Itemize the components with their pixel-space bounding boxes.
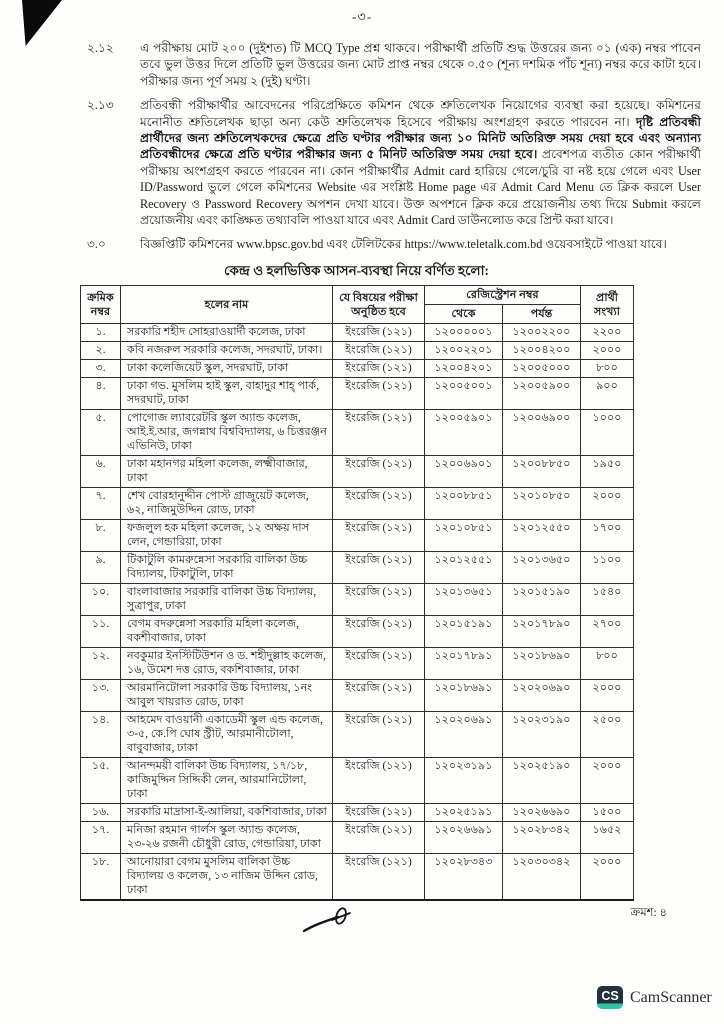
registration-to-cell: ১২০৩০৩৪২ [503, 854, 581, 901]
serial-cell: ৫. [81, 410, 121, 456]
continued-note: ক্রমশ: ৪ [630, 907, 667, 920]
registration-to-cell: ১২০১২৫৫০ [503, 520, 581, 552]
registration-from-cell: ১২০০২২০১ [425, 342, 503, 360]
serial-cell: ১৪. [81, 712, 121, 758]
subject-cell: ইংরেজি (১২১) [333, 552, 425, 584]
table-row [81, 616, 634, 648]
seating-table-title: কেন্দ্র ও হলভিত্তিক আসন-ব্যবস্থা নিয়ে বর্ণিত হলো: [223, 262, 490, 278]
registration-to-cell: ১২০২৫১৯০ [503, 758, 581, 804]
subject-cell: ইংরেজি (১২১) [333, 804, 425, 822]
serial-cell: ১৬. [81, 804, 121, 822]
registration-from-cell: ১২০০৫০০১ [425, 378, 503, 410]
column-header-registration: রেজিস্ট্রেশন নম্বর [425, 286, 581, 305]
registration-to-cell: ১২০০৬৯০০ [503, 410, 581, 456]
registration-from-cell: ১২০০৬৯০১ [425, 456, 503, 488]
hall-name-cell: আনোয়ারা বেগম মুসলিম বালিকা উচ্চ বিদ্যালয় ও কলেজ, ১৩ নাজিম উদ্দিন রোড, ঢাকা [121, 854, 333, 901]
subject-cell: ইংরেজি (১২১) [333, 680, 425, 712]
table-row [81, 804, 634, 822]
subject-cell: ইংরেজি (১২১) [333, 324, 425, 342]
serial-cell: ৯. [81, 552, 121, 584]
registration-to-cell: ১২০০৫০০০ [503, 360, 581, 378]
signature-squiggle [302, 904, 366, 938]
section-text [140, 236, 701, 252]
registration-from-cell: ১২০১৫১৯১ [425, 616, 503, 648]
table-row [81, 854, 634, 901]
candidate-count-cell: ১৫০০ [581, 804, 634, 822]
column-header-count: প্রার্থী সংখ্যা [581, 286, 634, 324]
candidate-count-cell: ১৯৫০ [581, 456, 634, 488]
registration-from-cell: ১২০১৩৬৫১ [425, 584, 503, 616]
candidate-count-cell: ২০০০ [581, 758, 634, 804]
subject-cell: ইংরেজি (১২১) [333, 456, 425, 488]
registration-from-cell: ১২০১২৫৫১ [425, 552, 503, 584]
paragraph-segment: প্রতিবন্ধী পরীক্ষার্থীর আবেদনের পরিপ্রেক্ষিতে কমিশন থেকে শ্রুতিলেখক নিয়োগের ব্যবস্থা করা হয়েছে। কমিশনের মনোনীত শ্রুতিলেখক ছাড়া অন্য কেউ শ্রুতিলেখক হিসেবে পরীক্ষায় অংশগ্রহণ করতে পারবেন না। [140, 98, 701, 129]
subject-cell: ইংরেজি (১২১) [333, 378, 425, 410]
candidate-count-cell: ৯০০ [581, 378, 634, 410]
registration-to-cell: ১২০১৭৮৯০ [503, 616, 581, 648]
candidate-count-cell: ১৬৫২ [581, 822, 634, 854]
hall-name-cell: শেখ বোরহানুদ্দীন পোস্ট গ্রাজুয়েট কলেজ, ৬২, নাজিমুউদ্দিন রোড, ঢাকা [121, 488, 333, 520]
camscanner-logo [597, 986, 712, 1009]
hall-name-cell: ঢাকা মহানগর মহিলা কলেজ, লক্ষ্মীবাজার, ঢাকা [121, 456, 333, 488]
hall-name-cell: ঢাকা কলেজিয়েট স্কুল, সদরঘাট, ঢাকা [121, 360, 333, 378]
serial-cell: ১০. [81, 584, 121, 616]
hall-name-cell: বাংলাবাজার সরকারি বালিকা উচ্চ বিদ্যালয়, সুত্রাপুর, ঢাকা [121, 584, 333, 616]
subject-cell: ইংরেজি (১২১) [333, 342, 425, 360]
registration-to-cell: ১২০২৩১৯০ [503, 712, 581, 758]
hall-name-cell: কবি নজরুল সরকারি কলেজ, সদরঘাট, ঢাকা। [121, 342, 333, 360]
candidate-count-cell: ২০০০ [581, 342, 634, 360]
registration-to-cell: ১২০২৬৬৯০ [503, 804, 581, 822]
registration-from-cell: ১২০২৩১৯১ [425, 758, 503, 804]
paragraph-bold-segment: দৃষ্টি প্রতিবন্ধী প্রার্থীদের জন্য শ্রুতিলেখকদের ক্ষেত্রে প্রতি ঘণ্টার পরীক্ষার জন্য ১০ মিনিট অতিরিক্ত সময় দেয়া হবে এবং অন্যান্য প্রতিবন্ধীদের ক্ষেত্রে প্রতি ঘণ্টার পরীক্ষার জন্য ৫ মিনিট অতিরিক্ত সময় দেয়া হবে। [140, 114, 701, 162]
candidate-count-cell: ২৭০০ [581, 616, 634, 648]
column-header-to: পর্যন্ত [503, 305, 581, 324]
table-row [81, 410, 634, 456]
subject-cell: ইংরেজি (১২১) [333, 616, 425, 648]
column-header-subject: যে বিষয়ের পরীক্ষা অনুষ্ঠিত হবে [333, 286, 425, 324]
table-row [81, 680, 634, 712]
paragraph-segment: প্রবেশপত্র ব্যতীত কোন পরীক্ষার্থী পরীক্ষায় অংশগ্রহণ করতে পারবেন না। কোন পরীক্ষার্থীর Admit card হারিয়ে গেলে/চুরি বা নষ্ট হয়ে গেলে এবং User ID/Password ভুলে গেলে কমিশনের Website এর সংশ্লিষ্ট Home page এর Admit Card Menu তে ক্লিক করলে User Recovery ও Password Recovery অপশন দেখা যাবে। উক্ত অপশনে ক্লিক করে প্রয়োজনীয় তথ্য দিয়ে Submit করলে প্রয়োজনীয় এবং কাঙ্ক্ষিত তথ্যাবলি পাওয়া যাবে এবং Admit Card ডাউনলোড করে প্রিন্ট করা যাবে। [140, 147, 701, 228]
seating-table-body [81, 324, 634, 901]
registration-from-cell: ১২০১৭৮৯১ [425, 648, 503, 680]
subject-cell: ইংরেজি (১২১) [333, 360, 425, 378]
column-header-from: থেকে [425, 305, 503, 324]
registration-to-cell: ১২০২০৬৯০ [503, 680, 581, 712]
registration-to-cell: ১২০০৮৮৫০ [503, 456, 581, 488]
registration-to-cell: ১২০১৩৬৫০ [503, 552, 581, 584]
section-number: ২.১২ [87, 41, 114, 55]
registration-from-cell: ১২০২৬৬৯১ [425, 822, 503, 854]
registration-to-cell: ১২০০৪২০০ [503, 342, 581, 360]
serial-cell: ১৫. [81, 758, 121, 804]
candidate-count-cell: ২২০০ [581, 324, 634, 342]
subject-cell: ইংরেজি (১২১) [333, 648, 425, 680]
registration-to-cell: ১২০১০৮৫০ [503, 488, 581, 520]
section-3-0 [87, 236, 701, 252]
serial-cell: ১২. [81, 648, 121, 680]
registration-from-cell: ১২০০৪২০১ [425, 360, 503, 378]
serial-cell: ৩. [81, 360, 121, 378]
paragraph-segment: বিজ্ঞপ্তিটি কমিশনের www.bpsc.gov.bd এবং টেলিটকের https://www.teletalk.com.bd ওয়েবসাইটে পাওয়া যাবে। [140, 237, 667, 252]
section-number: ৩.০ [87, 237, 106, 252]
serial-cell: ১১. [81, 616, 121, 648]
section-text [140, 97, 701, 228]
table-row [81, 758, 634, 804]
subject-cell: ইংরেজি (১২১) [333, 584, 425, 616]
hall-name-cell: মনিজা রহমান গার্লস স্কুল অ্যান্ড কলেজ, ২৩-২৬ রজনী চৌধুরী রোড, গেন্ডারিয়া, ঢাকা [121, 822, 333, 854]
registration-from-cell: ১২০১০৮৫১ [425, 520, 503, 552]
registration-to-cell: ১২০১৫১৯০ [503, 584, 581, 616]
table-row [81, 378, 634, 410]
registration-to-cell: ১২০১৮৬৯০ [503, 648, 581, 680]
table-row [81, 456, 634, 488]
section-2-13 [87, 97, 701, 228]
seating-table [80, 285, 634, 901]
registration-from-cell: ১২০২৮৩৪৩ [425, 854, 503, 901]
table-row [81, 552, 634, 584]
seating-table-header [81, 286, 634, 324]
hall-name-cell: টিকাটুলি কামরুন্নেসা সরকারি বালিকা উচ্চ বিদ্যালয়, টিকাটুলি, ঢাকা [121, 552, 333, 584]
registration-from-cell: ১২০০০০০১ [425, 324, 503, 342]
candidate-count-cell: ১৫৪০ [581, 584, 634, 616]
section-number: ২.১৩ [87, 98, 114, 113]
subject-cell: ইংরেজি (১২১) [333, 758, 425, 804]
candidate-count-cell: ২০০০ [581, 488, 634, 520]
registration-to-cell: ১২০০২২০০ [503, 324, 581, 342]
table-row [81, 520, 634, 552]
table-row [81, 822, 634, 854]
candidate-count-cell: ২০০০ [581, 854, 634, 901]
serial-cell: ২. [81, 342, 121, 360]
column-header-serial: ক্রমিক নম্বর [81, 286, 121, 324]
candidate-count-cell: ১১০০ [581, 552, 634, 584]
serial-cell: ৭. [81, 488, 121, 520]
column-header-hall: হলের নাম [121, 286, 333, 324]
candidate-count-cell: ২০০০ [581, 680, 634, 712]
hall-name-cell: নবকুমার ইনস্টিটিউশন ও ড. শহীদুল্লাহ কলেজ, ১৬, উমেশ দত্ত রোড, বকশিবাজার, ঢাকা [121, 648, 333, 680]
hall-name-cell: সরকারি শহীদ সোহরাওয়ার্দী কলেজ, ঢাকা [121, 324, 333, 342]
candidate-count-cell: ১৭০০ [581, 520, 634, 552]
table-row [81, 712, 634, 758]
serial-cell: ১. [81, 324, 121, 342]
serial-cell: ১৮. [81, 854, 121, 901]
serial-cell: ১৩. [81, 680, 121, 712]
section-text [140, 40, 701, 89]
serial-cell: ৮. [81, 520, 121, 552]
table-row [81, 584, 634, 616]
registration-to-cell: ১২০২৮৩৪২ [503, 822, 581, 854]
registration-to-cell: ১২০০৫৯০০ [503, 378, 581, 410]
cs-badge-icon: CS [597, 986, 623, 1009]
hall-name-cell: ফজলুল হক মহিলা কলেজ, ১২ অক্ষয় দাস লেন, গেন্ডারিয়া, ঢাকা [121, 520, 333, 552]
subject-cell: ইংরেজি (১২১) [333, 410, 425, 456]
subject-cell: ইংরেজি (১২১) [333, 854, 425, 901]
table-row [81, 648, 634, 680]
camscanner-wordmark: CamScanner [630, 988, 712, 1006]
serial-cell: ৪. [81, 378, 121, 410]
subject-cell: ইংরেজি (১২১) [333, 520, 425, 552]
signature-mark [302, 904, 366, 943]
registration-from-cell: ১২০০৮৮৫১ [425, 488, 503, 520]
table-row [81, 324, 634, 342]
hall-name-cell: সরকারি মাদ্রাসা-ই-আলিয়া, বকশিবাজার, ঢাকা [121, 804, 333, 822]
candidate-count-cell: ৮০০ [581, 360, 634, 378]
hall-name-cell: বেগম বদরুন্নেসা সরকারি মহিলা কলেজ, বকশীবাজার, ঢাকা [121, 616, 333, 648]
hall-name-cell: আরমানিটোলা সরকারি উচ্চ বিদ্যালয়, ১নং আবুল খায়রাত রোড, ঢাকা [121, 680, 333, 712]
candidate-count-cell: ১০০০ [581, 410, 634, 456]
table-row [81, 360, 634, 378]
candidate-count-cell: ৮০০ [581, 648, 634, 680]
serial-cell: ১৭. [81, 822, 121, 854]
hall-name-cell: আনন্দময়ী বালিকা উচ্চ বিদ্যালয়, ১৭/১৮, কাজিমুদ্দিন সিদ্দিকী লেন, আরমানিটোলা, ঢাকা [121, 758, 333, 804]
registration-from-cell: ১২০২৫১৯১ [425, 804, 503, 822]
serial-cell: ৬. [81, 456, 121, 488]
subject-cell: ইংরেজি (১২১) [333, 488, 425, 520]
page-number: -৩- [351, 9, 373, 24]
registration-from-cell: ১২০১৮৬৯১ [425, 680, 503, 712]
subject-cell: ইংরেজি (১২১) [333, 712, 425, 758]
hall-name-cell: ঢাকা গভ. মুসলিম হাই স্কুল, বাহাদুর শাহ্ পার্ক, সদরঘাট, ঢাকা [121, 378, 333, 410]
hall-name-cell: পোগোজ ল্যাবরেটরি স্কুল অ্যান্ড কলেজ, আই.ই.আর, জগন্নাথ বিশ্ববিদ্যালয়, ৬ চিত্তরঞ্জন এভিনিউ, ঢাকা [121, 410, 333, 456]
table-row [81, 488, 634, 520]
subject-cell: ইংরেজি (১২১) [333, 822, 425, 854]
candidate-count-cell: ২৫০০ [581, 712, 634, 758]
document-body [87, 40, 701, 922]
table-row [81, 342, 634, 360]
hall-name-cell: আহমেদ বাওয়ানী একাডেমী স্কুল এন্ড কলেজ, ৩-৫, কে.পি ঘোষ স্ট্রীট, আরমানীটোলা, বাবুবাজার, ঢাকা [121, 712, 333, 758]
registration-from-cell: ১২০০৫৯০১ [425, 410, 503, 456]
registration-from-cell: ১২০২০৬৯১ [425, 712, 503, 758]
paragraph-segment: এ পরীক্ষায় মোট ২০০ (দুইশত) টি MCQ Type প্রশ্ন থাকবে। পরীক্ষার্থী প্রতিটি শুদ্ধ উত্তরের জন্য ০১ (এক) নম্বর পাবেন তবে ভুল উত্তর দিলে প্রতিটি ভুল উত্তরের জন্য মোট প্রাপ্ত নম্বর থেকে ০.৫০ (শূন্য দশমিক পাঁচ শূন্য) নম্বর করে কাটা হবে। পরীক্ষার জন্য পূর্ণ সময় ২ (দুই) ঘণ্টা। [140, 41, 701, 88]
section-2-12 [87, 40, 701, 89]
